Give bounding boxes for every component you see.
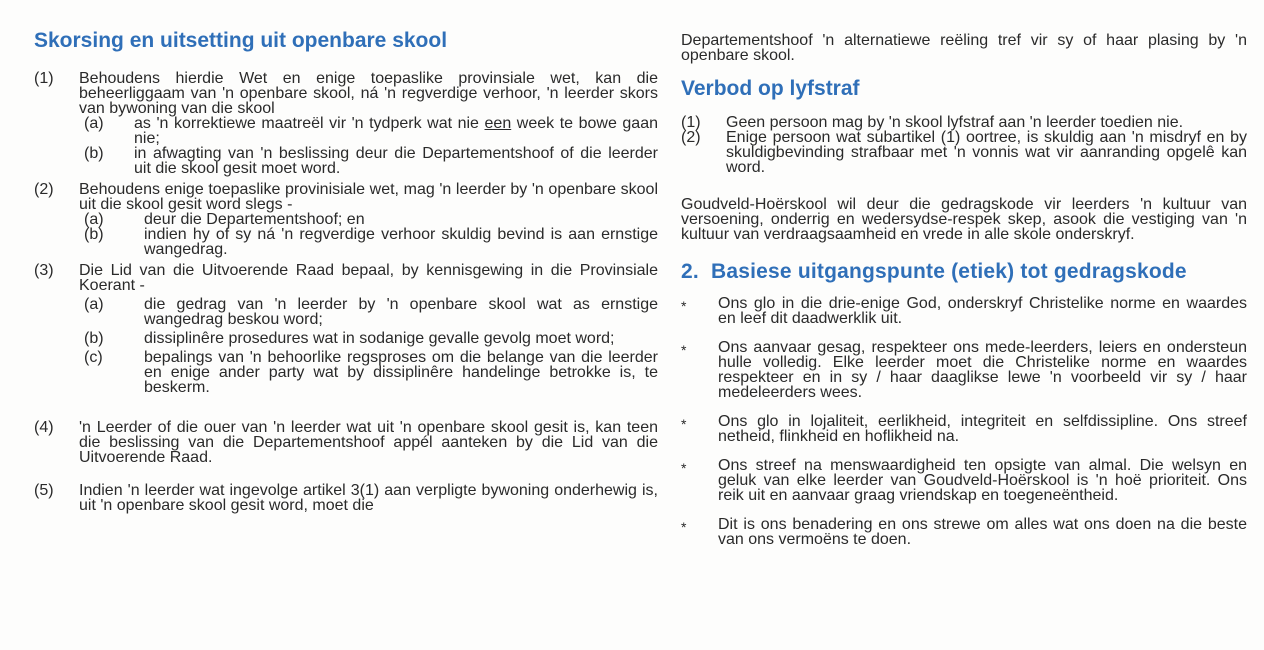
clause-2 [681, 130, 1247, 175]
clause-4 [34, 420, 658, 465]
subclause-text: indien hy of sy ná 'n regverdige verhoor skuldig bevind is aan ernstige wangedrag. [144, 226, 658, 258]
subclause-text: bepalings van 'n behoorlike regsproses om die belange van die leerder en enige ander party wat by dissiplinêre handelinge betrokke is, te beskerm. [144, 349, 658, 396]
principle-text: Ons streef na menswaardigheid ten opsigte van almal. Die welsyn en geluk van elke leerder van Goudveld-Hoërskool is 'n hoë prioriteit. Ons reik uit en aanvaar graag vriendskap en toegeneëntheid. [718, 457, 1247, 504]
subclause-label: (c) [84, 349, 103, 366]
clause-3 [34, 263, 658, 395]
principle-text: Dit is ons benadering en ons strewe om alles wat ons doen na die beste van ons vermoëns te doen. [718, 516, 1247, 548]
underlined-word: een [484, 115, 512, 132]
section-number: 2. [681, 260, 699, 283]
principle-text: Ons glo in lojaliteit, eerlikheid, integriteit en selfdissipline. Ons streef netheid, flinkheid en hoflikheid na. [718, 413, 1247, 445]
clause-number: (4) [34, 419, 54, 436]
principle-text: Ons glo in die drie-enige God, onderskryf Christelike norme en waardes en leef dit daadwerklik uit. [718, 295, 1247, 327]
subclause-text: in afwagting van 'n beslissing deur die Departementshoof of die leerder uit die skool gesit moet word. [134, 145, 658, 177]
principle-item [681, 340, 1247, 400]
subclause-label: (b) [84, 330, 104, 347]
clause-text: Geen persoon mag by 'n skool lyfstraf aan 'n leerder toedien nie. [726, 114, 1184, 131]
subclause [34, 297, 658, 327]
clause-number: (1) [681, 114, 701, 131]
bullet-star-icon: * [681, 519, 687, 535]
clause-5 [34, 483, 658, 513]
principle-text: Ons aanvaar gesag, respekteer ons mede-leerders, leiers en ondersteun hulle volledig. Elke leerder moet die Christelike norme en waardes respekteer en in sy / haar daaglikse lewe 'n voorbeeld vir sy / haar medeleerders wees. [718, 339, 1247, 401]
section-title: Basiese uitgangspunte (etiek) tot gedragskode [711, 260, 1187, 283]
clause-number: (2) [681, 129, 701, 146]
bullet-star-icon: * [681, 416, 687, 432]
section-heading-corporal-punishment: Verbod op lyfstraf [681, 77, 860, 100]
clause-1 [34, 71, 658, 176]
principle-item [681, 458, 1247, 503]
clause-text: Indien 'n leerder wat ingevolge artikel 3(1) aan verpligte bywoning onderhewig is, uit 'n openbare skool gesit word, moet die [79, 482, 658, 514]
clause-number: (5) [34, 482, 54, 499]
section-heading-suspension: Skorsing en uitsetting uit openbare skool [34, 29, 448, 52]
bullet-star-icon: * [681, 460, 687, 476]
subclause [34, 146, 658, 176]
principle-item [681, 414, 1247, 444]
subclause-text: die gedrag van 'n leerder by 'n openbare skool wat as ernstige wangedrag beskou word; [144, 296, 658, 328]
intro-paragraph: Goudveld-Hoërskool wil deur die gedragskode vir leerders 'n kultuur van versoening, onderrig en wedersydse-respek skep, asook die vestiging van 'n kultuur van verdraagsaamheid en vrede in alle skole onderskryf. [681, 196, 1247, 243]
clause-1 [681, 115, 1247, 130]
clause-text: Behoudens hierdie Wet en enige toepaslike provinsiale wet, kan die beheerliggaam van 'n openbare skool, ná 'n regverdige verhoor, 'n leerder skors van bywoning van die skool [79, 70, 658, 117]
clause-number: (2) [34, 181, 54, 198]
subclause-label: (b) [84, 226, 104, 243]
clause-text: Enige persoon wat subartikel (1) oortree, is skuldig aan 'n misdryf en by skuldigbevinding strafbaar met 'n vonnis wat vir aanranding opgelê kan word. [726, 129, 1247, 176]
continuation-text: Departementshoof 'n alternatiewe reëling tref vir sy of haar plasing by 'n openbare skool. [681, 32, 1247, 64]
clause-text: 'n Leerder of die ouer van 'n leerder wat uit 'n openbare skool gesit is, kan teen die beslissing van die Departementshoof appél aanteken by die Lid van die Uitvoerende Raad. [79, 419, 658, 466]
clause-2 [34, 182, 658, 257]
subclause-text: as 'n korrektiewe maatreël vir 'n tydperk wat nie een week te bowe gaan nie; [134, 115, 659, 147]
subclause-text: deur die Departementshoof; en [144, 211, 365, 228]
principle-item [681, 517, 1247, 547]
clause-text: Die Lid van die Uitvoerende Raad bepaal, by kennisgewing in die Provinsiale Koerant - [79, 262, 658, 294]
clause-number: (3) [34, 262, 54, 279]
subclause-label: (a) [84, 296, 104, 313]
left-column [34, 0, 658, 513]
principle-item [681, 296, 1247, 326]
bullet-star-icon: * [681, 298, 687, 314]
section-heading-basic-principles [681, 260, 1247, 284]
subclause [34, 350, 658, 395]
subclause [34, 331, 658, 346]
clause-text: Behoudens enige toepaslike provinisiale wet, mag 'n leerder by 'n openbare skool uit die skool gesit word slegs - [79, 181, 658, 213]
subclause-label: (b) [84, 145, 104, 162]
subclause-label: (a) [84, 211, 104, 228]
subclause-text: dissiplinêre prosedures wat in sodanige gevalle gevolg moet word; [144, 330, 615, 347]
clause-number: (1) [34, 70, 54, 87]
subclause [34, 212, 658, 227]
subclause [34, 227, 658, 257]
right-column [681, 0, 1247, 547]
bullet-star-icon: * [681, 342, 687, 358]
subclause-label: (a) [84, 115, 104, 132]
subclause [34, 116, 658, 146]
